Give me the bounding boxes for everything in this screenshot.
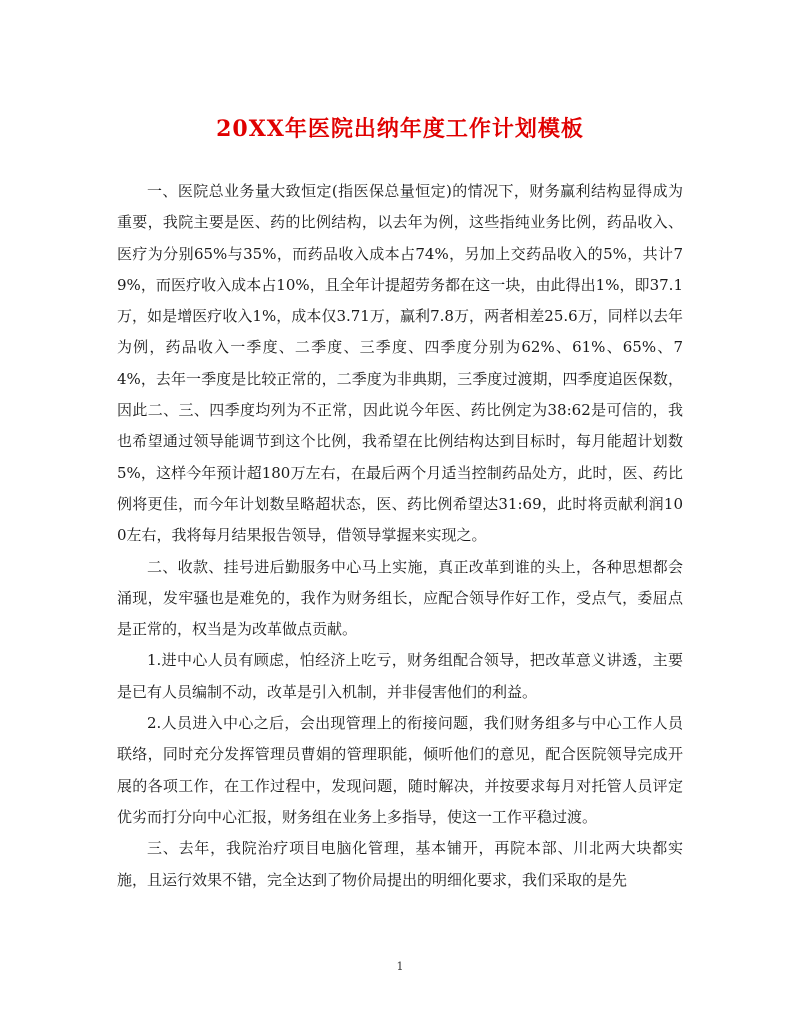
paragraph-1: 一、医院总业务量大致恒定(指医保总量恒定)的情况下，财务赢利结构显得成为重要，我院主要是医、药的比例结构，以去年为例，这些指纯业务比例，药品收入、医疗为分别65%与35%，而药品收入成本占74%，另加上交药品收入的5%，共计79%，而医疗收入成本占10%，且全年计提超劳务都在这一块，由此得出1%，即37.1万，如是增医疗收入1%，成本仅3.71万，赢利7.8万，两者相差25.6万，同样以去年为例，药品收入一季度、二季度、三季度、四季度分别为62%、61%、65%、74%，去年一季度是比较正常的，二季度为非典期，三季度过渡期，四季度追医保数，因此二、三、四季度均列为不正常，因此说今年医、药比例定为38:62是可信的，我也希望通过领导能调节到这个比例，我希望在比例结构达到目标时，每月能超计划数5%，这样今年预计超180万左右，在最后两个月适当控制药品处方，此时，医、药比例将更佳，而今年计划数呈略超状态，医、药比例希望达31:69，此时将贡献利润100左右，我将每月结果报告领导，借领导掌握来实现之。 xyxy=(117,182,683,545)
paragraph-3: 1.进中心人员有顾虑，怕经济上吃亏，财务组配合领导，把改革意义讲透，主要是已有人员编制不动，改革是引入机制，并非侵害他们的利益。 xyxy=(117,651,683,701)
page-number: 1 xyxy=(396,960,404,973)
document-body xyxy=(117,176,683,896)
document-title: 20XX年医院出纳年度工作计划模板 xyxy=(216,116,584,142)
paragraph-5: 三、去年，我院治疗项目电脑化管理，基本铺开，再院本部、川北两大块都实施，且运行效果不错，完全达到了物价局提出的明细化要求，我们采取的是先 xyxy=(117,839,683,889)
paragraph-4: 2.人员进入中心之后，会出现管理上的衔接问题，我们财务组多与中心工作人员联络，同时充分发挥管理员曹娟的管理职能，倾听他们的意见，配合医院领导完成开展的各项工作，在工作过程中，发现问题，随时解决，并按要求每月对托管人员评定优劣而打分向中心汇报，财务组在业务上多指导，使这一工作平稳过渡。 xyxy=(117,714,683,826)
paragraph-2: 二、收款、挂号进后勤服务中心马上实施，真正改革到谁的头上，各种思想都会涌现，发牢骚也是难免的，我作为财务组长，应配合领导作好工作，受点气，委屈点是正常的，权当是为改革做点贡献。 xyxy=(117,557,683,639)
